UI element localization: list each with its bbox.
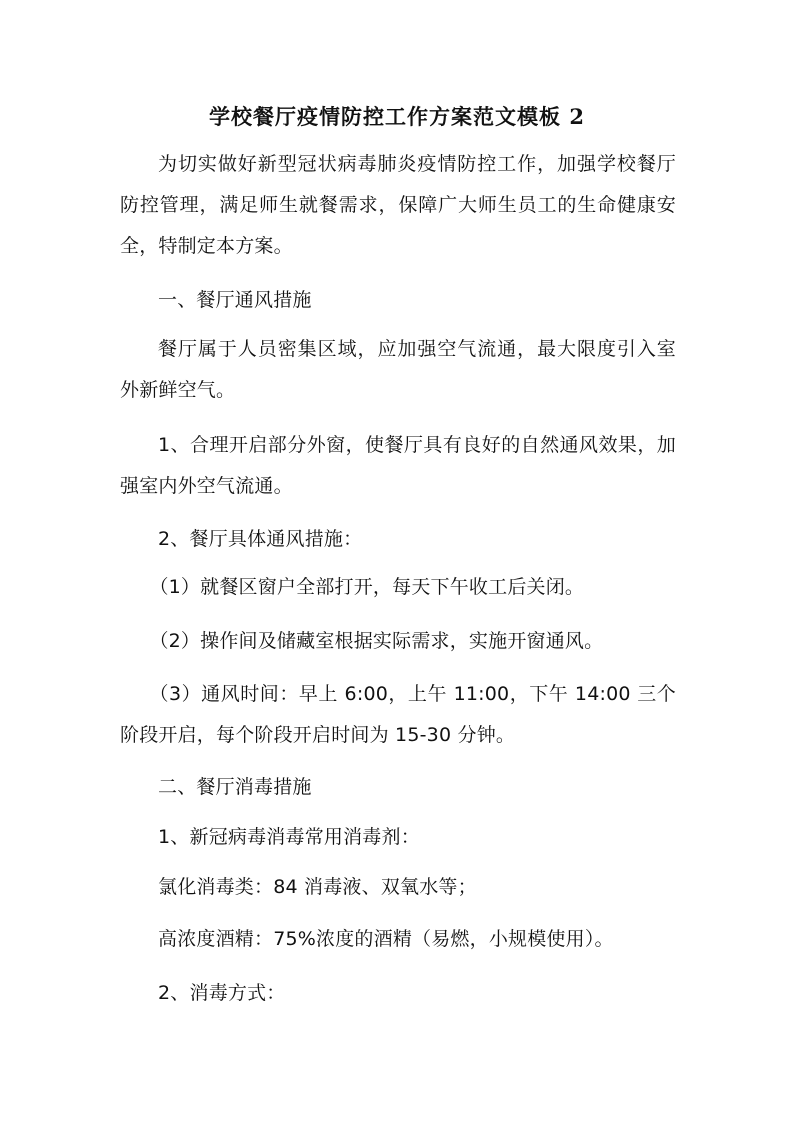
ventilation-intro-paragraph: 餐厅属于人员密集区域，应加强空气流通，最大限度引入室外新鲜空气。 <box>120 338 676 401</box>
disinfection-item-2: 2、消毒方式： <box>158 982 286 1004</box>
intro-paragraph: 为切实做好新型冠状病毒肺炎疫情防控工作，加强学校餐厅防控管理，满足师生就餐需求，保障广大师生员工的生命健康安全，特制定本方案。 <box>120 153 676 257</box>
section-heading-disinfection: 二、餐厅消毒措施 <box>158 776 312 798</box>
disinfectant-alcohol: 高浓度酒精：75%浓度的酒精（易燃，小规模使用）。 <box>158 928 614 950</box>
ventilation-item-2: 2、餐厅具体通风措施： <box>158 528 363 550</box>
ventilation-subitem-3: （3）通风时间：早上 6:00，上午 11:00，下午 14:00 三个阶段开启，每个阶段开启时间为 15-30 分钟。 <box>120 683 676 746</box>
ventilation-subitem-1: （1）就餐区窗户全部打开，每天下午收工后关闭。 <box>149 576 585 598</box>
section-heading-ventilation: 一、餐厅通风措施 <box>158 289 312 311</box>
document-title: 学校餐厅疫情防控工作方案范文模板 2 <box>209 104 585 129</box>
ventilation-item-1: 1、合理开启部分外窗，使餐厅具有良好的自然通风效果，加强室内外空气流通。 <box>120 434 676 497</box>
ventilation-subitem-2: （2）操作间及储藏室根据实际需求，实施开窗通风。 <box>149 630 604 652</box>
disinfectant-chlorine: 氯化消毒类：84 消毒液、双氧水等； <box>158 876 477 898</box>
disinfection-item-1: 1、新冠病毒消毒常用消毒剂： <box>158 826 420 848</box>
